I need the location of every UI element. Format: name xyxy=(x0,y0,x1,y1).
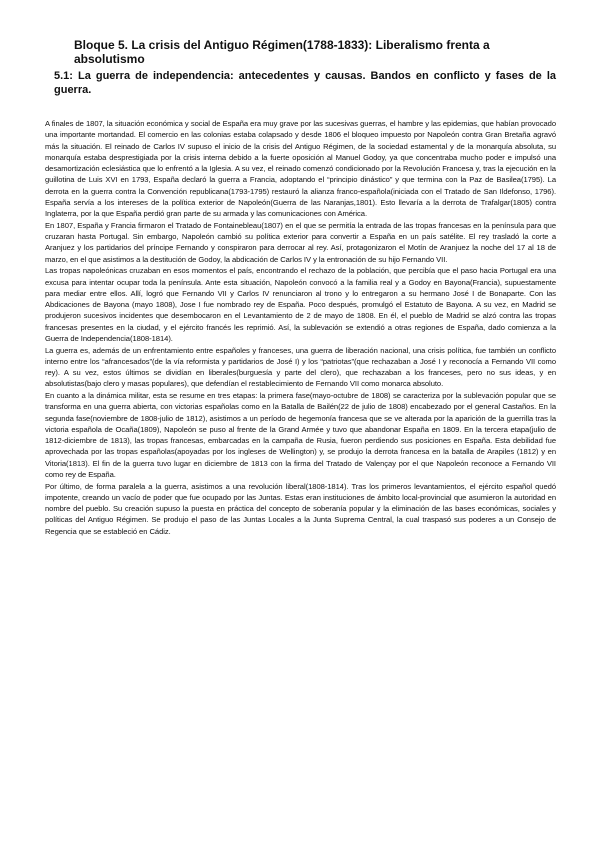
document-title: Bloque 5. La crisis del Antiguo Régimen(1788-1833): Liberalismo frenta a absolutismo xyxy=(74,38,490,66)
paragraph-bandos: La guerra es, además de un enfrentamiento entre españoles y franceses, una guerra de liberación nacional, una crisis política, fue también un conflicto interno entre los “afrancesados”(de la vía reformista y partidarios de José I) y los “patriotas”(que rechazaban a José I y reconocía a Fernando VII como rey). A su vez, estos últimos se dividían en liberales(burguesía y parte del clero), que rechazaban a los franceses, pero no sus ideas, y en absolutistas(bajo clero y masas populares), que defendían el restablecimiento de Fernando VII como monarca absoluto. xyxy=(45,345,556,389)
paragraph-antecedentes: A finales de 1807, la situación económica y social de España era muy grave por las sucesivas guerras, el hambre y las epidemias, que habían provocado una importante mortandad. El comercio en las colonias estaba colapsado y desde 1806 el bloqueo impuesto por Napoleón contra Gran Bretaña agravó más la situación. El reinado de Carlos IV supuso el inicio de la crisis del Antiguo Régimen, de la sociedad estamental y de la monarquía absoluta, su monarquía estaba desprestigiada por la crisis interna debido a la fuerte oposición al Manuel Godoy, ya que concentraba mucho poder e impulsó una desamortización eclesiástica que lo enfrentó a la Iglesia. A su vez, el reinado comenzó condicionado por la Revolución Francesa y, tras la ejecución en la guillotina de Luis XVI en 1793, España declaró la guerra a Francia, adoptando el “principio dinástico” y que termina con la Paz de Basilea(1795). La derrota en la guerra contra la Convención republicana(1793-1795) restauró la alianza franco-española(iniciada con el Tratado de San Ildefonso, 1796). España servía a los intereses de la política exterior de Napoleón(Guerra de las Naranjas,1801). Esto llevaría a la derrota de Trafalgar(1805) contra Inglaterra, por la que España perdió gran parte de su armada y las comunicaciones con América. xyxy=(45,119,556,218)
paragraph-revolucion-liberal: Por último, de forma paralela a la guerra, asistimos a una revolución liberal(1808-1814). Tras los primeros levantamientos, el ejército español quedó impotente, creando un vacío de poder que fue ocupado por las Juntas. Estas eran instituciones de ámbito local-provincial que asumieron la autoridad en nombre del pueblo. Su creación supuso la puesta en práctica del concepto de soberanía popular y la eliminación de las bases económicas, sociales y políticas del Antiguo Régimen. Se produjo el paso de las Juntas Locales a la Junta Suprema Central, la cual traspasó sus poderes a un Consejo de Regencia que se estableció en Cádiz. xyxy=(45,481,556,536)
section-heading: 5.1: La guerra de independencia: antecedentes y causas. Bandos en conflicto y fases de la guerra. xyxy=(54,70,556,96)
paragraph-fontainebleau: En 1807, España y Francia firmaron el Tratado de Fontainebleau(1807) en el que se permitía la entrada de las tropas francesas en la península para que cruzaran hasta Portugal. Sin embargo, Napoleón cambió su política exterior para convertir a España en un país satélite. El rey trasladó la corte a Aranjuez y los partidarios del príncipe Fernando y conspiraron para derrocar al rey. Así, protagonizaron el Motín de Aranjuez la noche del 17 al 18 de marzo, en el que asistimos a la destitución de Godoy, la abdicación de Carlos IV y la entronación de su hijo Fernando VII. xyxy=(45,220,556,264)
paragraph-bayona: Las tropas napoleónicas cruzaban en esos momentos el país, encontrando el rechazo de la población, que percibía que el paso hacia Portugal era una excusa para intentar ocupar toda la península. Ante esta situación, Napoleón convocó a la familia real y a Godoy en Bayona(Francia), supuestamente para mediar entre ellos. Allí, logró que Fernando VII y Carlos IV renunciaron al trono y lo entregaron a su hermano José I de Bonaparte. Con las Abdicaciones de Bayona (mayo 1808), Jose I fue nombrado rey de España. Poco después, promulgó el Estatuto de Bayona. A su vez, en Madrid se produjeron sucesivos incidentes que desembocaron en el Levantamiento de 2 de mayo de 1808. En él, el pueblo de Madrid se alzó contra las tropas francesas presentes en la ciudad, y el ejército francés les reprimió. Así, la sublevación se extendió a otras regiones de España, dado comienza a la Guerra de Independencia(1808-1814). xyxy=(45,266,556,343)
paragraph-fases: En cuanto a la dinámica militar, esta se resume en tres etapas: la primera fase(mayo-octubre de 1808) se caracteriza por la sublevación popular que se transforma en una guerra abierta, con victorias españolas como en la Batalla de Bailén(22 de julio de 1808) encabezado por el general Castaños. En la segunda fase(noviembre de 1808-julio de 1812), asistimos a un período de hegemonía francesa que se ve alterada por la aparición de la guerrilla tras la victoria española de Ocaña(1809), Napoleón se puso al frente de la Grand Armée y tuvo que abandonar España en 1809. En la tercera etapa(julio de 1812-diciembre de 1813), las tropas francesas, embarcadas en la campaña de Rusia, fueron perdiendo sus posiciones en España. Esta debilidad fue aprovechada por las tropas españolas(apoyadas por los ingleses de Wellington) y, se produjo la derrota francesa en la batalla de Arapiles (1812) y en Vitoria(1813). El fin de la guerra tuvo lugar en diciembre de 1813 con la firma del Tratado de Valençay por el que Napoleón reconoce a Fernando VII como rey de España. xyxy=(45,391,556,479)
document-page xyxy=(44,38,556,537)
